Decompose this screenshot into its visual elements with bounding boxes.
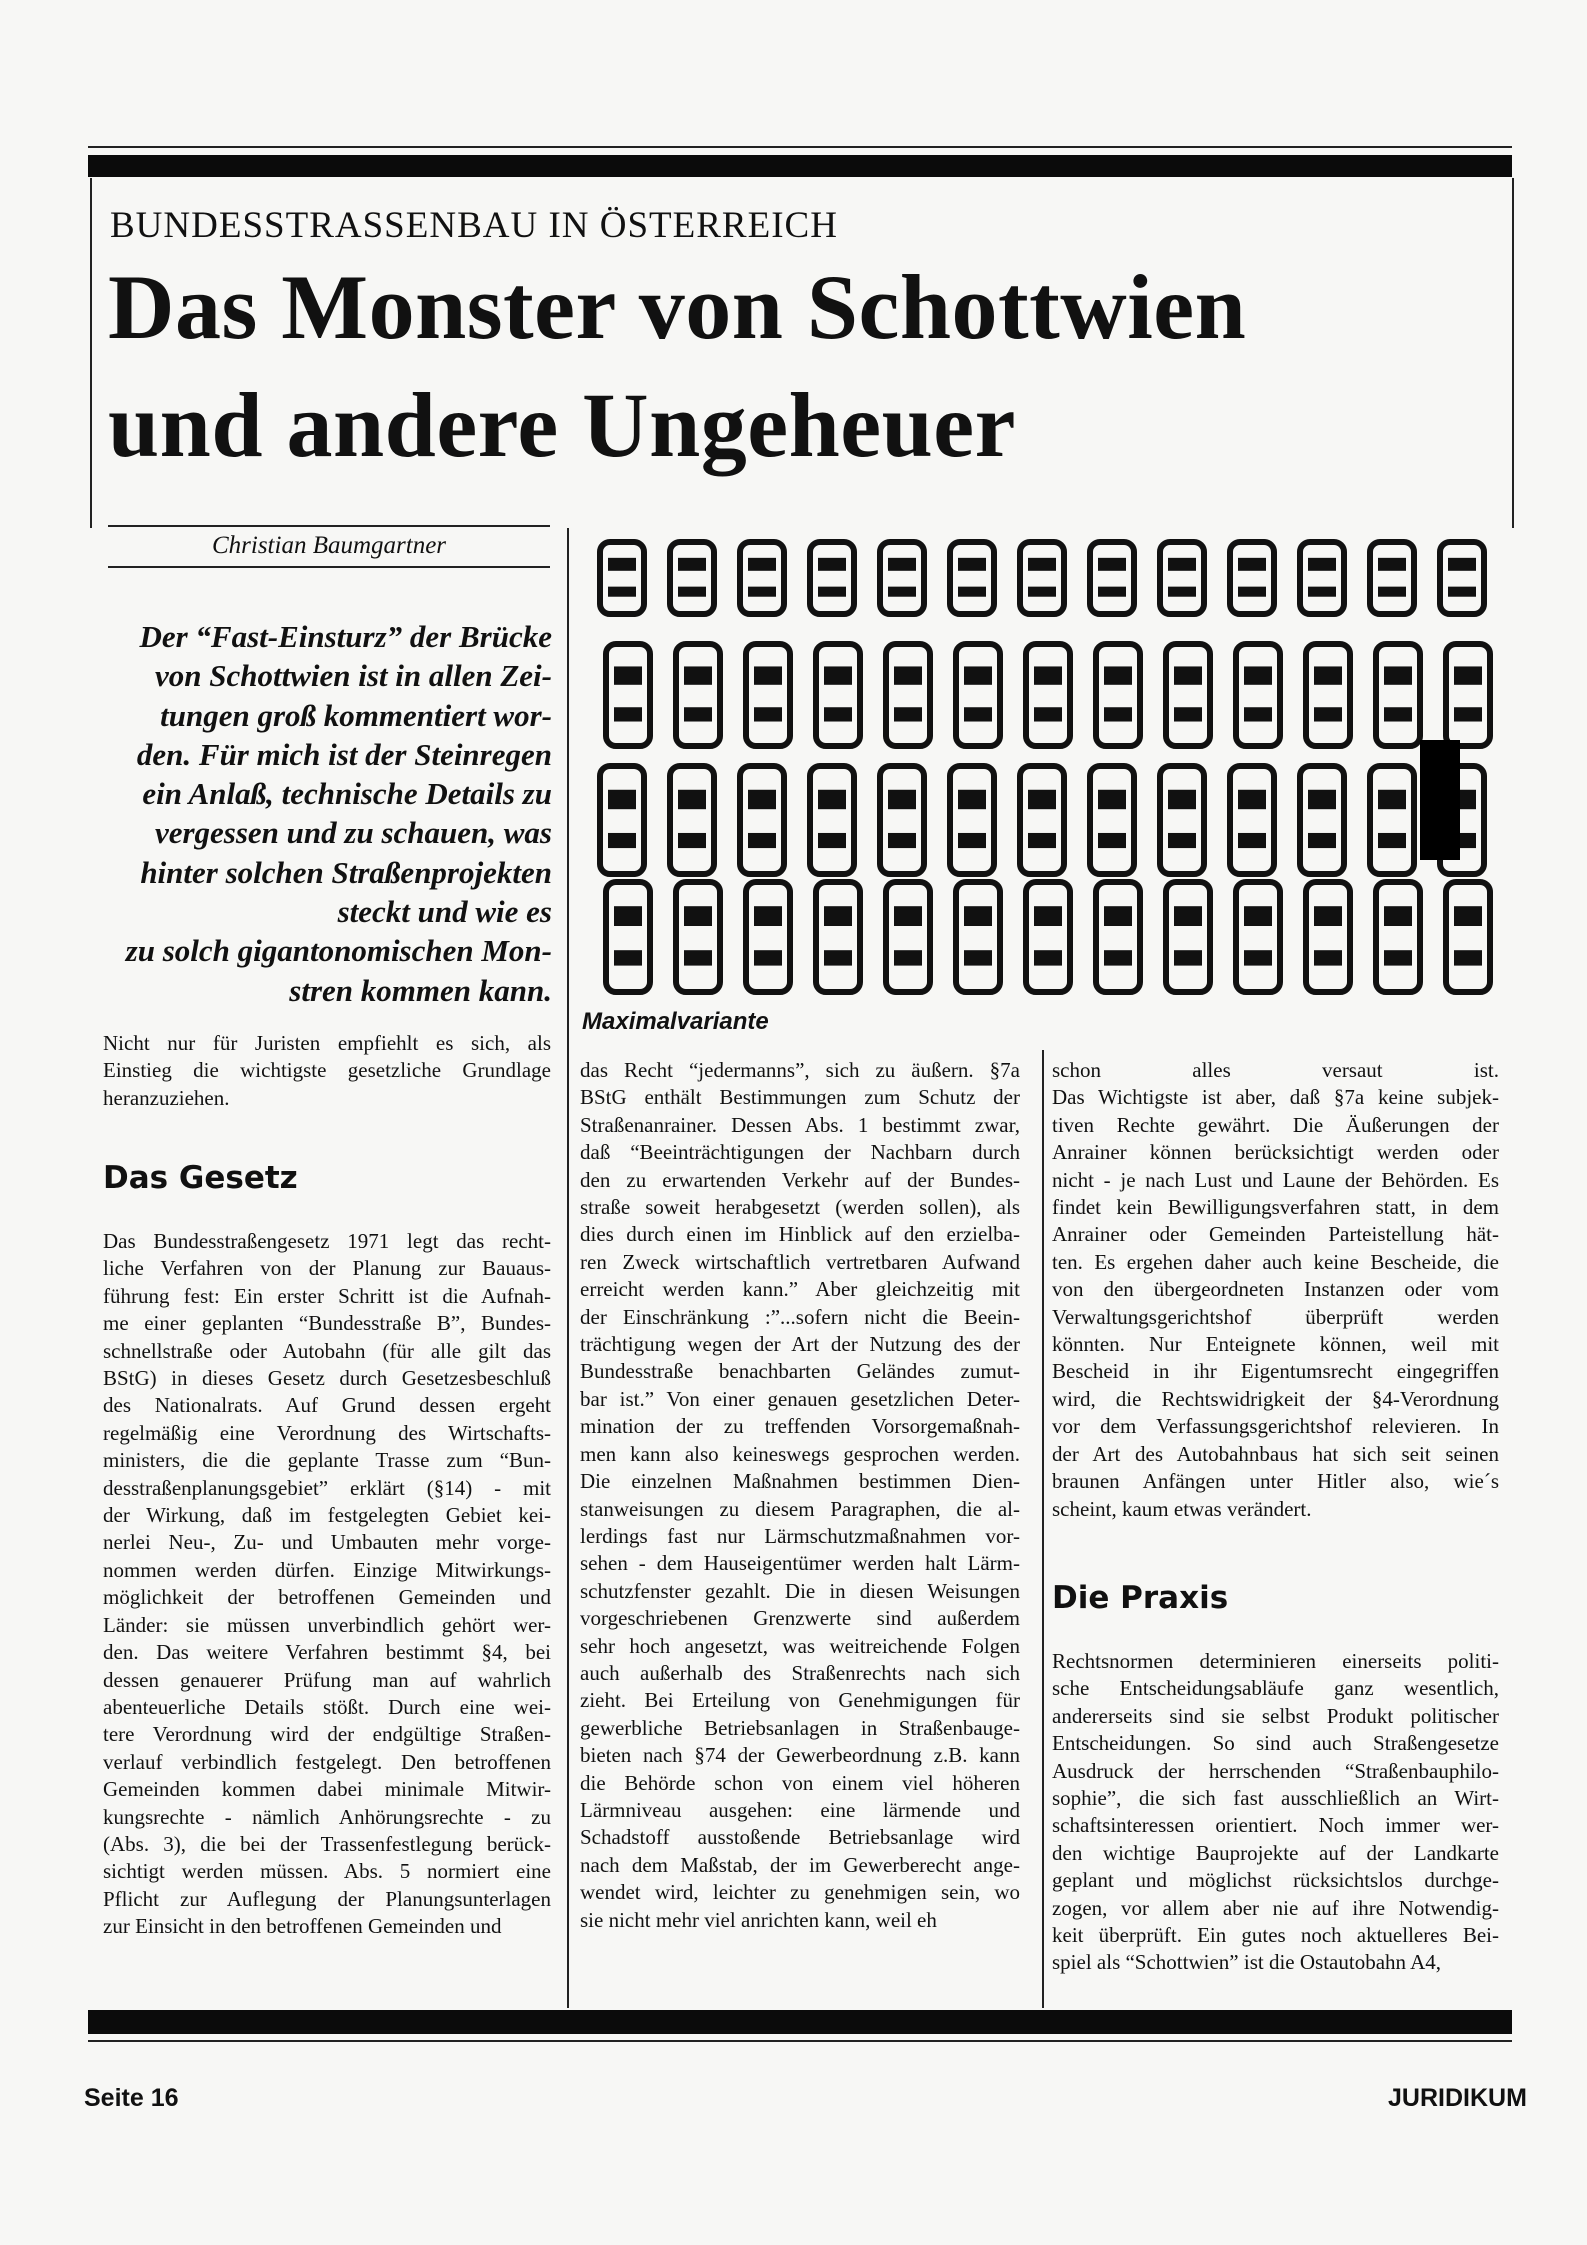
car-shape <box>1026 882 1070 992</box>
col1-line: nommen werden dürfen. Einzige Mitwirkungs- <box>103 1557 551 1582</box>
intro-line: heranzuziehen. <box>103 1085 230 1110</box>
col2-line: sie nicht mehr viel anrichten kann, weil eh <box>580 1907 937 1932</box>
col3-top-line: nicht - je nach Lust und Laune der Behörden. Es <box>1052 1167 1499 1192</box>
subhead-das-gesetz: Das Gesetz <box>103 1160 298 1196</box>
col1-line: den. Das weitere Verfahren bestimmt §4, bei <box>103 1640 551 1665</box>
car-shape <box>1370 542 1414 614</box>
lead-line: zu solch gigantonomischen Mon- <box>125 933 552 969</box>
col3-line: schaftsinteressen orientiert. Noch immer wer- <box>1052 1813 1499 1838</box>
col2-line: schutzfenster gezahlt. Die in diesen Weisungen <box>580 1578 1020 1603</box>
dark-car-shape <box>1420 740 1460 860</box>
col1-line: me einer geplanten “Bundesstraße B”, Bundes- <box>103 1311 551 1336</box>
car-shape <box>1160 542 1204 614</box>
col2-line: BStG enthält Bestimmungen zum Schutz der <box>580 1085 1020 1110</box>
car-shape <box>1160 766 1204 874</box>
col2-line: Schadstoff ausstoßende Betriebsanlage wird <box>580 1825 1020 1850</box>
lead-line: hinter solchen Straßenprojekten <box>140 854 552 890</box>
car-shape <box>1230 766 1274 874</box>
col1-line: des Nationalrats. Auf Grund dessen ergeht <box>103 1393 551 1418</box>
col2-line: die Behörde schon von einem viel höheren <box>580 1770 1020 1795</box>
page-title <box>108 248 1246 484</box>
column-3-top <box>1052 1057 1499 1523</box>
car-shape <box>1300 766 1344 874</box>
col3-line: sche Entscheidungsabläufe ganz wesentlich, <box>1052 1676 1499 1701</box>
author-name: Christian Baumgartner <box>211 532 447 559</box>
col1-line: sichtigt werden müssen. Abs. 5 normiert eine <box>103 1859 551 1884</box>
intro-line: Einstieg die wichtigste gesetzliche Grundlage <box>103 1058 551 1083</box>
car-shape <box>1376 882 1420 992</box>
col3-line: den wichtige Bauprojekte auf der Landkarte <box>1052 1840 1499 1865</box>
car-shape <box>746 882 790 992</box>
col2-line: wendet wird, leichter zu genehmigen sein, wo <box>580 1880 1020 1905</box>
col2-line: mination der zu treffenden Vorsorgemaßnah- <box>580 1414 1020 1439</box>
car-shape <box>1370 766 1414 874</box>
car-shape <box>600 542 644 614</box>
car-shape <box>1230 542 1274 614</box>
col3-top-line: scheint, kaum etwas verändert. <box>1052 1496 1312 1521</box>
publication-name: JURIDIKUM <box>1388 2084 1527 2112</box>
subhead-die-praxis: Die Praxis <box>1052 1580 1229 1616</box>
lead-line: tungen groß kommentiert wor- <box>160 697 552 733</box>
col2-line: Straßenanrainer. Dessen Abs. 1 bestimmt zwar, <box>580 1112 1020 1137</box>
col1-line: der Wirkung, daß im festgelegten Gebiet kei- <box>103 1503 551 1528</box>
col3-line: Rechtsnormen determinieren einerseits politi- <box>1052 1649 1499 1673</box>
car-shape <box>1090 542 1134 614</box>
car-shape <box>886 644 930 746</box>
col3-top-line: von den übergeordneten Instanzen oder vom <box>1052 1277 1499 1302</box>
car-shape <box>670 542 714 614</box>
car-shape <box>600 766 644 874</box>
lead-paragraph <box>100 617 552 1010</box>
author-rule-bottom <box>108 566 550 568</box>
col1-line: Länder: sie müssen unverbindlich gehört wer- <box>103 1612 551 1637</box>
car-shape <box>606 644 650 746</box>
lead-line: von Schottwien ist in allen Zei- <box>154 658 552 694</box>
lead-line: vergessen und zu schauen, was <box>154 815 552 851</box>
car-shape <box>1166 644 1210 746</box>
car-shape <box>606 882 650 992</box>
title-line-2: und andere Ungeheuer <box>108 374 1016 476</box>
car-shape <box>1306 882 1350 992</box>
col3-top-line: Das Wichtigste ist aber, daß §7a keine subjek- <box>1052 1085 1499 1110</box>
col1-line: Gemeinden kommen dabei minimale Mitwir- <box>103 1777 551 1802</box>
col1-line: BStG) in dieses Gesetz durch Gesetzesbeschluß <box>103 1366 551 1391</box>
col1-line: liche Verfahren von der Planung zur Bauaus- <box>103 1256 551 1281</box>
top-thick-bar <box>88 155 1512 177</box>
car-shape <box>1236 882 1280 992</box>
car-shape <box>1026 644 1070 746</box>
col3-top-line: braunen Anfängen unter Hitler also, wie´s <box>1052 1469 1499 1494</box>
car-shape <box>810 766 854 874</box>
car-shape <box>816 882 860 992</box>
column-1-intro <box>103 1030 551 1112</box>
car-shape <box>1446 882 1490 992</box>
col2-line: den zu erwartenden Verkehr auf der Bundes- <box>580 1167 1020 1192</box>
col2-line: sehen - dem Hauseigentümer werden halt Lärm- <box>580 1551 1020 1576</box>
author-rule-top <box>108 525 550 527</box>
col3-top-line: Anrainer oder Gemeinden Parteistellung hät- <box>1052 1222 1499 1247</box>
photo-caption: Maximalvariante <box>582 1008 769 1035</box>
car-shape <box>1090 766 1134 874</box>
car-shape <box>816 644 860 746</box>
col2-line: Lärmniveau ausgehen: eine lärmende und <box>580 1797 1020 1822</box>
col2-line: stanweisungen zu diesem Paragraphen, die al- <box>580 1496 1020 1521</box>
col1-line: (Abs. 3), die bei der Trassenfestlegung berück- <box>103 1831 551 1856</box>
col2-line: lerdings fast nur Lärmschutzmaßnahmen vor- <box>580 1523 1020 1548</box>
col2-line: gewerbliche Betriebsanlagen in Straßenbauge- <box>580 1715 1020 1740</box>
column-3-body <box>1052 1648 1499 1977</box>
col1-line: zur Einsicht in den betroffenen Gemeinden und <box>103 1914 502 1939</box>
col1-line: ministers, die die geplante Trasse zum “Bun- <box>103 1448 551 1473</box>
col1-line: regelmäßig eine Verordnung des Wirtschafts- <box>103 1420 551 1445</box>
col2-line: dies durch einen im Hinblick auf den erzielba- <box>580 1222 1020 1247</box>
car-shape <box>1236 644 1280 746</box>
col2-line: straße soweit herabgesetzt (werden sollen), als <box>580 1195 1020 1220</box>
col1-line: möglichkeit der betroffenen Gemeinden und <box>103 1585 551 1610</box>
column-divider-1 <box>567 528 569 2008</box>
col2-line: Die einzelnen Maßnahmen bestimmen Dien- <box>580 1469 1020 1494</box>
col3-top-line: vor dem Verfassungsgerichtshof relevieren. In <box>1052 1414 1499 1439</box>
col2-line: trächtigung wegen der Art der Nutzung des der <box>580 1332 1020 1357</box>
car-shape <box>810 542 854 614</box>
car-shape <box>956 882 1000 992</box>
lead-line: steckt und wie es <box>337 894 552 930</box>
col3-line: spiel als “Schottwien” ist die Ostautobahn A4, <box>1052 1950 1442 1975</box>
car-shape <box>676 644 720 746</box>
car-shape <box>1306 644 1350 746</box>
col2-line: ren Zweck wirtschaftlich vertretbaren Aufwand <box>580 1249 1020 1274</box>
car-shape <box>676 882 720 992</box>
car-shape <box>880 542 924 614</box>
col2-line: bar ist.” Von einer genauen gesetzlichen Deter- <box>580 1386 1020 1411</box>
col2-line: der Einschränkung :”...sofern nicht die Beein- <box>580 1304 1020 1329</box>
car-shape <box>746 644 790 746</box>
kicker: BUNDESSTRASSENBAU IN ÖSTERREICH <box>110 205 838 246</box>
col3-top-line: Bescheid in ihr Eigentumsrecht eingegriffen <box>1052 1359 1499 1384</box>
car-shape <box>1096 644 1140 746</box>
col2-line: auch außerhalb des Straßenrechts nach sich <box>580 1660 1020 1685</box>
col1-line: verlauf verbindlich festgelegt. Den betroffenen <box>103 1749 551 1774</box>
car-shape <box>950 542 994 614</box>
col3-top-line: Verwaltungsgerichtshof überprüft werden <box>1052 1304 1499 1329</box>
parking-lot-photo <box>590 532 1510 1002</box>
col2-line: nach dem Maßstab, der im Gewerberecht ange- <box>580 1852 1020 1877</box>
col3-line: sophie”, die sich fast ausschließlich an Wirt- <box>1052 1786 1499 1811</box>
car-shape <box>1376 644 1420 746</box>
col2-line: zieht. Bei Erteilung von Genehmigungen für <box>580 1688 1020 1713</box>
col1-line: tere Verordnung wird der endgültige Straßen- <box>103 1722 551 1747</box>
car-shape <box>1446 644 1490 746</box>
col3-top-line: Anrainer können berücksichtigt werden oder <box>1052 1140 1499 1165</box>
col1-line: Das Bundesstraßengesetz 1971 legt das recht- <box>103 1229 551 1253</box>
col3-top-line: schon alles versaut ist. <box>1052 1058 1499 1082</box>
col3-line: keit überprüft. Ein gutes noch aktuelleres Bei- <box>1052 1923 1499 1948</box>
col3-line: geplant und möglichst rücksichtslos durchge- <box>1052 1868 1499 1893</box>
col1-line: dessen genauerer Prüfung man auf wahrlich <box>103 1667 551 1692</box>
top-thin-rule <box>88 146 1512 148</box>
lead-line: ein Anlaß, technische Details zu <box>142 776 552 812</box>
col3-line: zogen, vor allem aber nie auf ihre Notwendig- <box>1052 1895 1499 1920</box>
column-divider-2 <box>1042 1050 1044 2008</box>
col3-top-line: könnten. Nur Enteignete können, weil mit <box>1052 1332 1499 1357</box>
col3-line: Entscheidungen. So sind auch Straßengesetze <box>1052 1731 1499 1756</box>
col2-line: sehr hoch angesetzt, was weitreichende Folgen <box>580 1633 1020 1658</box>
col2-line: erreicht werden kann.” Aber gleichzeitig mit <box>580 1277 1020 1302</box>
intro-line: Nicht nur für Juristen empfiehlt es sich, als <box>103 1031 551 1055</box>
car-shape <box>880 766 924 874</box>
lead-line: stren kommen kann. <box>289 972 552 1008</box>
col3-top-line: der Art des Autobahnbaus hat sich seit seinen <box>1052 1441 1499 1466</box>
col1-line: abenteuerliche Details stößt. Durch eine wei- <box>103 1694 551 1719</box>
lead-line: Der “Fast-Einsturz” der Brücke <box>139 619 552 654</box>
bottom-thick-bar <box>88 2010 1512 2034</box>
col1-line: schnellstraße oder Autobahn (für alle gilt das <box>103 1338 551 1363</box>
col3-line: Ausdruck der herrschenden “Straßenbauphilo- <box>1052 1758 1499 1783</box>
car-shape <box>956 644 1000 746</box>
bottom-thin-rule <box>88 2040 1512 2042</box>
col3-line: andererseits sind sie selbst Produkt politischer <box>1052 1703 1499 1728</box>
col1-line: nerlei Neu-, Zu- und Umbauten mehr vorge- <box>103 1530 551 1555</box>
col2-line: vorgeschriebenen Grenzwerte sind außerdem <box>580 1606 1020 1631</box>
col2-line: das Recht “jedermanns”, sich zu äußern. §7a <box>580 1058 1020 1082</box>
car-shape <box>950 766 994 874</box>
col2-line: Bundesstraße benachbarten Geländes zumut- <box>580 1359 1020 1384</box>
car-shape <box>1300 542 1344 614</box>
col2-line: men kann also keineswegs gesprochen werden. <box>580 1441 1020 1466</box>
car-shape <box>1020 542 1064 614</box>
column-1-body <box>103 1228 551 1941</box>
col1-line: führung fest: Ein erster Schritt ist die Aufnah- <box>103 1283 551 1308</box>
col1-line: kungsrechte - nämlich Anhörungsrechte - zu <box>103 1804 551 1829</box>
lead-line: den. Für mich ist der Steinregen <box>136 736 552 772</box>
car-shape <box>670 766 714 874</box>
col1-line: Pflicht zur Auflegung der Planungsunterlagen <box>103 1886 551 1911</box>
title-line-1: Das Monster von Schottwien <box>108 256 1247 358</box>
car-shape <box>1440 542 1484 614</box>
column-2-body <box>580 1057 1020 1934</box>
col1-line: desstraßenplanungsgebiet” erklärt (§14) - mit <box>103 1475 551 1500</box>
car-shape <box>1020 766 1064 874</box>
page-number: Seite 16 <box>84 2084 179 2112</box>
col3-top-line: tiven Rechte gewährt. Die Äußerungen der <box>1052 1112 1499 1137</box>
col3-top-line: ten. Es ergehen daher auch keine Bescheide, die <box>1052 1249 1499 1274</box>
col2-line: daß “Beeinträchtigungen der Nachbarn durch <box>580 1140 1020 1165</box>
car-shape <box>1166 882 1210 992</box>
col3-top-line: findet kein Bewilligungsverfahren statt, in dem <box>1052 1195 1499 1220</box>
car-shape <box>1096 882 1140 992</box>
car-shape <box>740 766 784 874</box>
car-shape <box>886 882 930 992</box>
col3-top-line: wird, die Rechtswidrigkeit der §4-Verordnung <box>1052 1386 1499 1411</box>
car-shape <box>740 542 784 614</box>
col2-line: bieten nach §74 der Gewerbeordnung z.B. kann <box>580 1743 1020 1768</box>
